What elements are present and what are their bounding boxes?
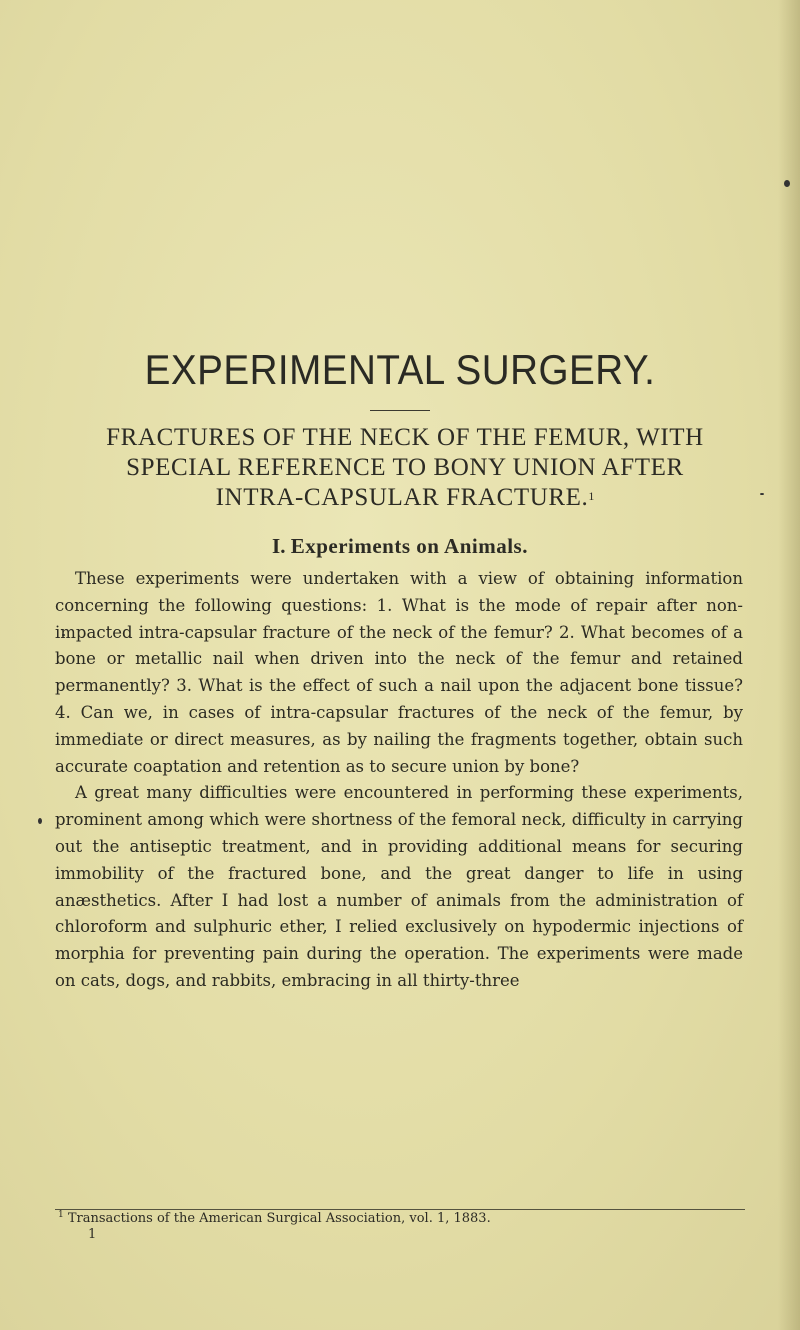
footnote-mark: 1 — [58, 1210, 64, 1220]
body-text — [55, 566, 743, 995]
paragraph: These experiments were undertaken with a view of obtaining information concerning the following questions: 1. What is the mode of repair after non-impacted intra-capsular fracture of the neck of the femur? 2. What becomes of a bone or metallic nail when driven into the neck of the femur and retained permanently? 3. What is the effect of such a nail upon the adjacent bone tissue? 4. Can we, in cases of intra-capsular fractures of the neck of the femur, by immediate or direct measures, as by nailing the fragments together, obtain such accurate coaptation and retention as to secure union by bone? — [55, 569, 743, 776]
subtitle-line: FRACTURES OF THE NECK OF THE FEMUR, WITH — [106, 424, 704, 451]
subtitle-line — [60, 483, 750, 513]
page-edge-shadow — [778, 0, 800, 1330]
section-number: I. — [272, 534, 286, 558]
speck-mark — [784, 180, 790, 187]
page-title: EXPERIMENTAL SURGERY. — [144, 346, 656, 393]
subtitle-line: SPECIAL REFERENCE TO BONY UNION AFTER — [126, 454, 684, 481]
section-heading — [0, 534, 800, 559]
footnote — [58, 1211, 491, 1226]
footnote-reference[interactable]: 1 — [588, 489, 595, 503]
page-number: 1 — [88, 1227, 97, 1242]
speck-mark — [38, 818, 42, 824]
speck-mark — [760, 493, 764, 495]
section-title: Experiments on Animals. — [290, 534, 528, 558]
paragraph: A great many difficulties were encountered in performing these experiments, prominent among which were shortness of the femoral neck, difficulty in carrying out the antiseptic treatment, and in providing additional means for securing immobility of the fractured bone, and the great danger to life in using anæsthetics. After I had lost a number of animals from the administration of chloroform and sulphuric ether, I relied exclusively on hypodermic injections of morphia for preventing pain during the operation. The experiments were made on cats, dogs, and rabbits, embracing in all thirty-three — [55, 783, 743, 990]
footnote-text: Transactions of the American Surgical Association, vol. 1, 1883. — [67, 1211, 491, 1226]
footnote-divider — [55, 1209, 745, 1210]
subtitle-line-text: INTRA-CAPSULAR FRACTURE. — [215, 484, 589, 511]
article-subtitle — [60, 423, 750, 513]
title-divider — [370, 410, 430, 411]
